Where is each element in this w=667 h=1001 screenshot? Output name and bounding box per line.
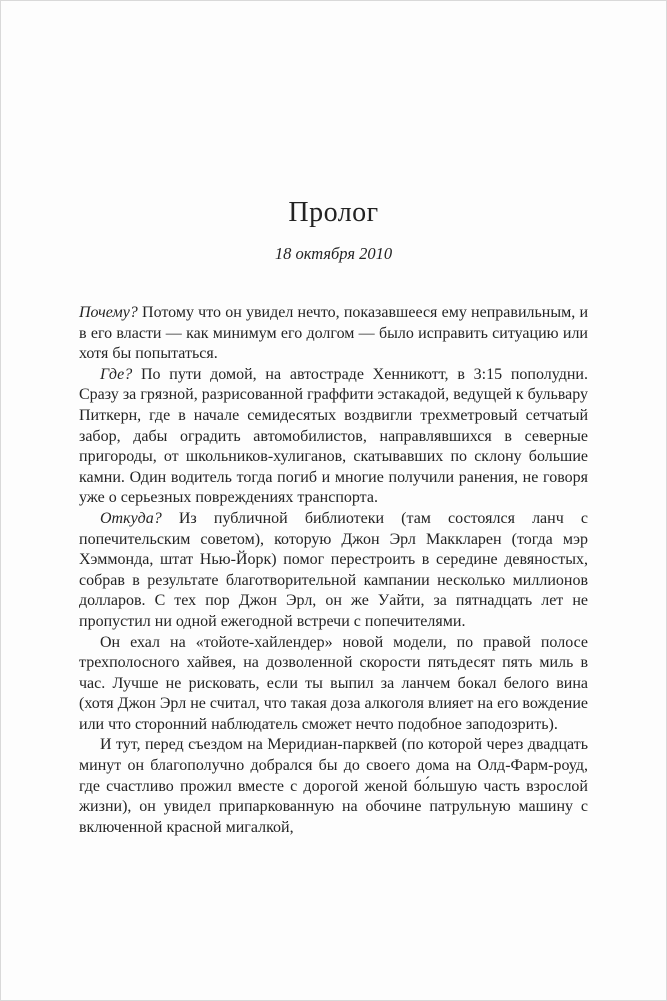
- paragraph-lead-question: Почему?: [79, 304, 138, 321]
- paragraph-text: По пути домой, на автостраде Хенникотт, в 3:15 пополудни. Сразу за грязной, разрисованной граффити эстакадой, ведущей к бульвару Питкерн, где в начале семидесятых воздвигли трехметровый сетчатый забор, дабы оградить автомобилистов, направлявшихся в северные пригороды, от школьников-хулиганов, скатывавших по склону большие камни. Один водитель тогда погиб и многие получили ранения, не говоря уже о серьезных повреждениях транспорта.: [79, 365, 588, 507]
- paragraph-text: Он ехал на «тойоте-хайлендер» новой модели, по правой полосе трехполосного хайвея, на дозволенной скорости пятьдесят пять миль в час. Лучше не рисковать, если ты выпил за ланчем бокал белого вина (хотя Джон Эрл не считал, что такая доза алкоголя влияет на его вождение или что сторонний наблюдатель сможет нечто подобное заподозрить).: [79, 633, 588, 733]
- page-body: [79, 303, 588, 838]
- paragraph: [79, 735, 588, 838]
- chapter-title: Пролог: [288, 197, 379, 228]
- paragraph: [79, 303, 588, 365]
- page-content: [79, 1, 588, 838]
- paragraph-lead-question: Откуда?: [100, 509, 162, 527]
- paragraph: [79, 509, 588, 633]
- paragraph-text: И тут, перед съездом на Меридиан-парквей (по которой через двадцать минут он благополучно добрался бы до своего дома на Олд-Фарм-роуд, где счастливо прожил вместе с дорогой женой бо́льшую часть взрослой жизни), он увидел припаркованную на обочине патрульную машину с включенной красной мигалкой,: [79, 736, 588, 836]
- paragraph-text: Из публичной библиотеки (там состоялся ланч с попечительским советом), которую Джон Эрл Маккларен (тогда мэр Хэммонда, штат Нью-Йорк) помог перестроить в середине девяностых, собрав в результате благотворительной кампании несколько миллионов долларов. С тех пор Джон Эрл, он же Уайти, за пятнадцать лет не пропустил ни одной ежегодной встречи с попечителями.: [79, 509, 588, 630]
- paragraph-lead-question: Где?: [100, 365, 133, 383]
- paragraph: [79, 365, 588, 509]
- paragraph: [79, 633, 588, 736]
- paragraph-text: Потому что он увидел нечто, показавшееся ему неправильным, и в его власти — как минимум его долгом — было исправить ситуацию или хотя бы попытаться.: [79, 304, 588, 363]
- chapter-date: 18 октября 2010: [274, 244, 393, 263]
